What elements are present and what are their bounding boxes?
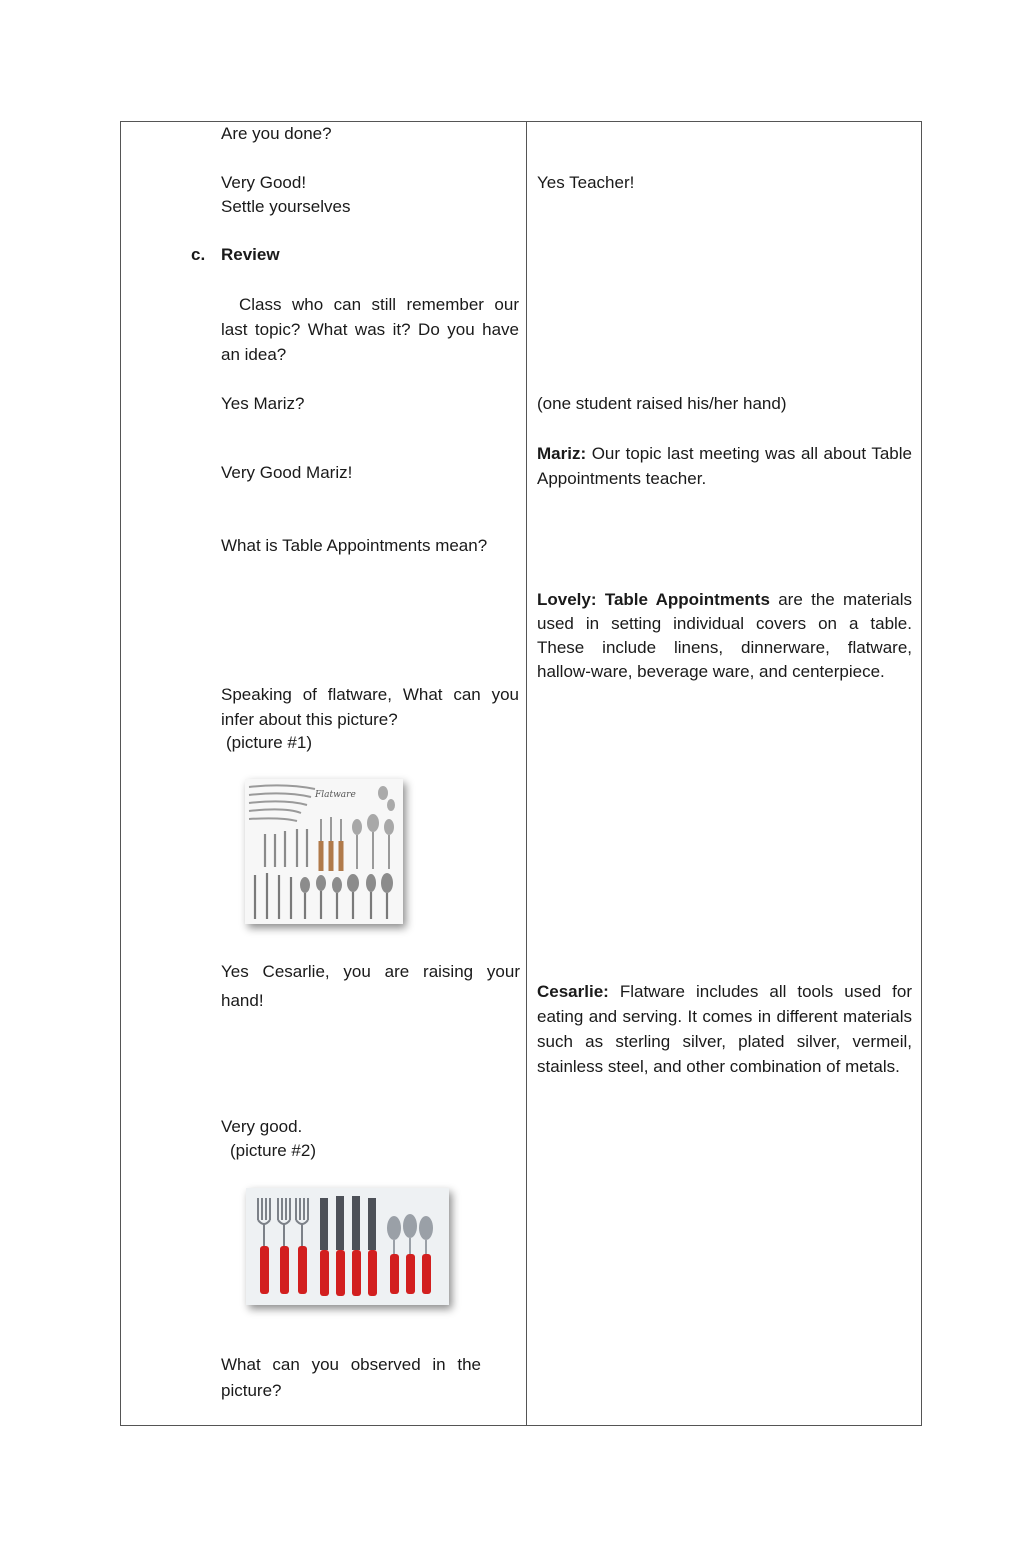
- teacher-very-good-mariz: Very Good Mariz!: [221, 463, 353, 482]
- teacher-yes-cesarlie-text: Yes Cesarlie, you are raising your hand!: [221, 962, 520, 1010]
- teacher-observe-question: What can you observed in the picture?: [221, 1355, 481, 1400]
- student-lovely-answer: [537, 588, 912, 684]
- review-heading: Review: [221, 245, 280, 264]
- student-cesarlie-answer: [537, 979, 912, 1079]
- student-yes-teacher: Yes Teacher!: [537, 173, 635, 192]
- teacher-settle: Settle yourselves: [221, 197, 351, 216]
- picture1-label: (picture #1): [226, 733, 312, 752]
- teacher-are-you-done: Are you done?: [221, 124, 332, 143]
- review-letter: c.: [191, 245, 206, 264]
- teacher-ta-question: What is Table Appointments mean?: [221, 536, 488, 555]
- teacher-yes-cesarlie: [221, 957, 520, 1015]
- mariz-name: Mariz:: [537, 444, 587, 463]
- svg-text:Flatware: Flatware: [315, 790, 356, 800]
- flatware-picture: [245, 779, 403, 924]
- student-one-raised: (one student raised his/her hand): [537, 394, 787, 413]
- teacher-class-question: Class who can still remember our last topic? What was it? Do you have an idea?: [221, 295, 519, 364]
- cesarlie-answer-text: Flatware includes all tools used for eating and serving. It comes in different materials such as sterling silver, plated silver, vermeil, stainless steel, and other combination of metals.: [537, 982, 912, 1076]
- cesarlie-name: Cesarlie:: [537, 982, 609, 1001]
- lovely-name: Lovely: Table Appointments: [537, 590, 770, 609]
- mariz-answer-text: Our topic last meeting was all about Table Appointments teacher.: [537, 444, 912, 488]
- column-divider: [526, 121, 527, 1426]
- student-mariz-answer: [537, 441, 912, 491]
- teacher-very-good-2: Very good.: [221, 1117, 303, 1136]
- teacher-yes-mariz: Yes Mariz?: [221, 394, 305, 413]
- teacher-very-good: Very Good!: [221, 173, 307, 192]
- red-cutlery-picture: [246, 1188, 449, 1305]
- teacher-flatware-question: Speaking of flatware, What can you infer about this picture?: [221, 685, 519, 729]
- picture2-label: (picture #2): [230, 1141, 316, 1160]
- lovely-answer-text: are the materials used in setting individual covers on a table. These include linens, dinnerware, flatware, hallow-ware, beverage ware, and centerpiece.: [537, 590, 912, 681]
